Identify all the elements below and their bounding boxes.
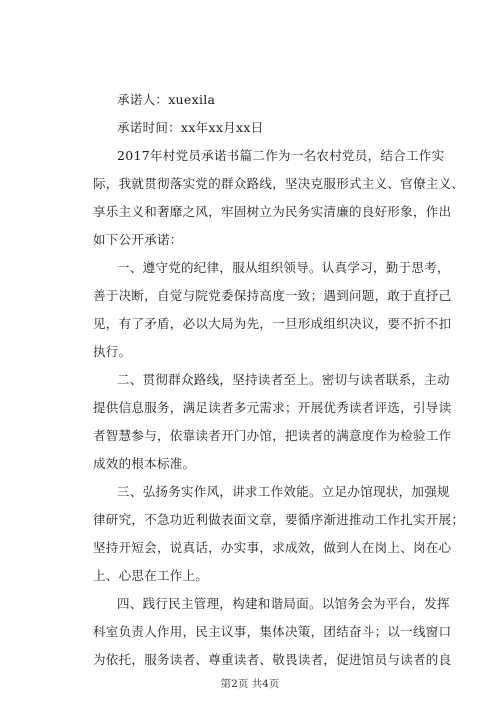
text-line: 为依托，服务读者、尊重读者、敬畏读者，促进馆员与读者的良 [93,652,452,667]
text-line: 际，我就贯彻落实党的群众路线，坚决克服形式主义、官僚主义、 [93,176,465,191]
text-line: 科室负责人作用，民主议事，集体决策，团结奋斗；以一线窗口 [93,624,452,639]
text-line: 三、弘扬务实作风，讲求工作效能。立足办馆现状，加强规 [117,484,450,499]
promiser-line: 承诺人：xuexila [117,92,216,107]
text-line: 一、遵守党的纪律，服从组织领导。认真学习，勤于思考， [117,260,450,275]
text-line: 上、心思在工作上。 [93,568,209,583]
text-line: 如下公开承诺： [93,232,183,247]
text-line: 执行。 [93,344,132,359]
page-footer: 第2页 共4页 [220,678,280,690]
paragraph-four [93,590,452,674]
text-line: 见，有了矛盾，必以大局为先，一旦形成组织决议，要不折不扣 [93,316,452,331]
text-line: 坚持开短会，说真话，办实事，求成效，做到人在岗上、岗在心 [93,540,452,555]
text-line: 律研究，不急功近利做表面文章，要循序渐进推动工作扎实开展； [93,512,465,527]
text-line: 提供信息服务，满足读者多元需求；开展优秀读者评选，引导读 [93,400,452,415]
text-line: 者智慧参与，依靠读者开门办馆，把读者的满意度作为检验工作 [93,428,452,443]
paragraph-two [93,366,452,478]
text-line: 善于决断，自觉与院党委保持高度一致；遇到问题，敢于直抒己 [93,288,452,303]
paragraph-intro [93,142,465,254]
document-body [93,86,465,674]
paragraph-three [93,478,465,590]
text-line: 2017年村党员承诺书篇二作为一名农村党员，结合工作实 [117,148,445,163]
text-line: 成效的根本标准。 [93,456,196,471]
text-line: 享乐主义和奢靡之风，牢固树立为民务实清廉的良好形象，作出 [93,204,452,219]
text-line: 二、贯彻群众路线，坚持读者至上。密切与读者联系，主动 [117,372,450,387]
paragraph-one [93,254,452,366]
promise-time-line: 承诺时间：xx年xx月xx日 [117,120,264,135]
text-line: 四、践行民主管理，构建和谐局面。以馆务会为平台，发挥 [117,596,450,611]
